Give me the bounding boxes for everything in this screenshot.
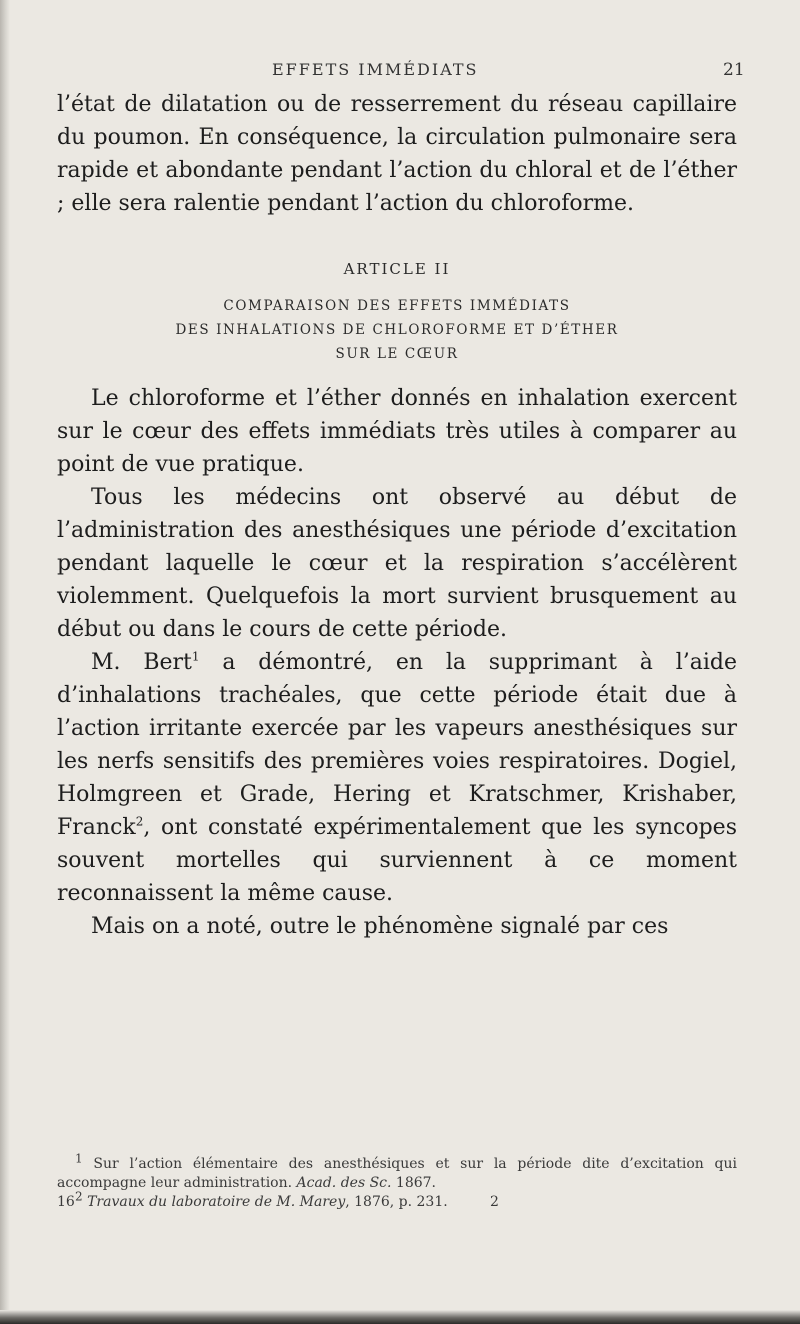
section-heading-line: SUR LE CŒUR bbox=[335, 346, 459, 362]
running-head bbox=[0, 60, 800, 90]
article-title: ARTICLE II bbox=[343, 260, 451, 278]
main-text bbox=[57, 88, 737, 943]
footnote-year: 1867. bbox=[391, 1175, 436, 1191]
signature-number: 2 bbox=[490, 1194, 499, 1210]
section-heading-line: COMPARAISON DES EFFETS IMMÉDIATS bbox=[223, 298, 571, 314]
footnote-1 bbox=[57, 1151, 737, 1193]
footnote-source: Acad. des Sc. bbox=[296, 1175, 392, 1191]
footnote-text: , 1876, p. 231. bbox=[345, 1194, 448, 1210]
footnote-ref-2: 2 bbox=[135, 814, 144, 829]
section-heading-line: DES INHALATIONS DE CHLOROFORME ET D’ÉTHER bbox=[175, 322, 619, 338]
paragraph-4-text: , ont constaté expérimentalement que les syncopes souvent mortelles qui surviennent à ce moment reconnaissent la même cause. bbox=[57, 815, 737, 906]
paragraph-3: Tous les médecins ont observé au début de l’administration des anesthésiques une période d’excitation pendant laquelle le cœur et la respiration s’accélèrent violemment. Quelquefois la mort survient brusquement au début ou dans le cours de cette période. bbox=[57, 485, 737, 642]
page-number: 21 bbox=[723, 60, 745, 80]
footnote-marker: 2 bbox=[75, 1189, 83, 1204]
footnote-text: Sur l’action élémentaire des anesthésiques et sur la période dite d’excitation qui accompagne leur administration. bbox=[57, 1156, 737, 1191]
footnote-marker: 1 bbox=[75, 1151, 83, 1166]
paragraph-5: Mais on a noté, outre le phénomène signalé par ces bbox=[91, 914, 669, 939]
running-title: EFFETS IMMÉDIATS bbox=[272, 60, 479, 79]
paragraph-4 bbox=[57, 646, 737, 910]
page-bottom-shadow bbox=[0, 1310, 800, 1324]
paragraph-4-text: M. Bert bbox=[91, 650, 192, 675]
paragraph-1: l’état de dilatation ou de resserrement du réseau capillaire du poumon. En conséquence, la circulation pulmonaire sera rapide et abondante pendant l’action du chloral et de l’éther ; elle sera ralentie pendant l’action du chloroforme. bbox=[57, 92, 737, 216]
footnotes bbox=[57, 1151, 737, 1212]
footnote-2 bbox=[57, 1189, 737, 1212]
paragraph-4-text: a démontré, en la supprimant à l’aide d’inhalations trachéales, que cette période était due à l’action irritante exercée par les vapeurs anesthésiques sur les nerfs sensitifs des premières voies respiratoires. Dogiel, Holmgreen et Grade, Hering et Kratschmer, Krishaber, Franck bbox=[57, 650, 737, 840]
page-gutter-shadow bbox=[0, 0, 10, 1324]
paragraph-2: Le chloroforme et l’éther donnés en inhalation exercent sur le cœur des effets immédiats très utiles à comparer au point de vue pratique. bbox=[57, 386, 737, 477]
section-heading bbox=[57, 294, 737, 366]
footnote-source: Travaux du laboratoire de M. Marey bbox=[87, 1194, 346, 1210]
signature-number: 16 bbox=[57, 1194, 75, 1210]
footnote-ref-1: 1 bbox=[191, 649, 200, 664]
